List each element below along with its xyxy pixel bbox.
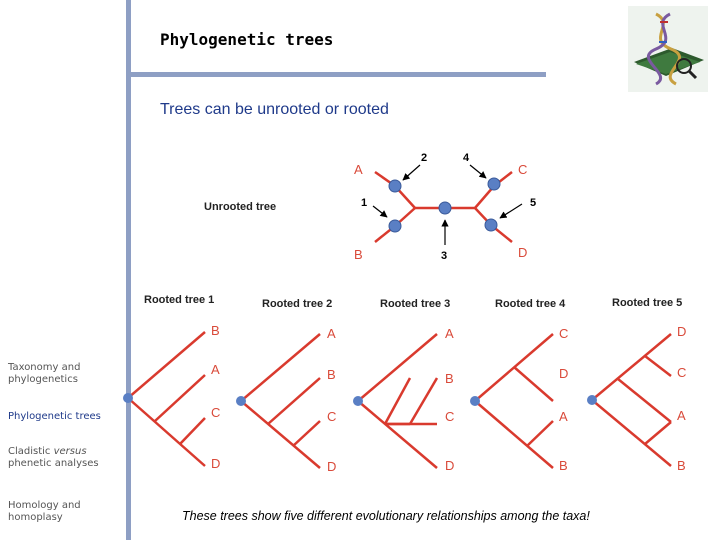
marker-label: 1	[361, 197, 368, 209]
unrooted-taxon-label: B	[354, 247, 363, 262]
sidebar-item-label: phenetic analyses	[8, 458, 99, 469]
taxon-label: C	[677, 365, 687, 380]
rooted-tree-2	[236, 326, 336, 474]
rooted-tree-1	[123, 323, 220, 471]
taxon-label: C	[445, 409, 455, 424]
arrow	[373, 206, 387, 217]
unrooted-node	[439, 202, 451, 214]
rooted-tree-label: Rooted tree 1	[144, 294, 215, 306]
root-node	[236, 396, 246, 406]
rooted-tree-label: Rooted tree 2	[262, 298, 333, 310]
sidebar-item-label: phylogenetics	[8, 374, 78, 385]
unrooted-node	[389, 180, 401, 192]
taxon-label: D	[445, 458, 455, 473]
sidebar-item-label: Cladistic versus	[8, 446, 87, 457]
slide-title: Phylogenetic trees	[160, 30, 334, 49]
sidebar-item-label: Taxonomy and	[8, 362, 81, 373]
taxon-label: B	[559, 458, 568, 473]
root-node	[123, 393, 133, 403]
taxon-label: A	[327, 326, 336, 341]
rooted-tree-3	[353, 326, 454, 473]
rooted-tree-4	[470, 326, 568, 473]
taxon-label: C	[327, 409, 337, 424]
root-node	[587, 395, 597, 405]
unrooted-node	[389, 220, 401, 232]
unrooted-tree-label: Unrooted tree	[204, 201, 277, 213]
marker-label: 4	[463, 152, 470, 164]
taxon-label: B	[677, 458, 686, 473]
taxon-label: C	[211, 405, 221, 420]
taxon-label: A	[559, 409, 568, 424]
taxon-label: B	[327, 367, 336, 382]
slide-subtitle: Trees can be unrooted or rooted	[160, 101, 389, 118]
marker-label: 2	[421, 152, 428, 164]
taxon-label: B	[445, 371, 454, 386]
taxon-label: B	[211, 323, 220, 338]
taxon-label: A	[445, 326, 454, 341]
taxon-label: A	[211, 362, 220, 377]
rooted-tree-label: Rooted tree 4	[495, 298, 566, 310]
root-node	[470, 396, 480, 406]
marker-label: 5	[530, 197, 537, 209]
taxon-label: C	[559, 326, 569, 341]
sidebar-item-label: homoplasy	[8, 512, 63, 523]
unrooted-taxon-label: C	[518, 162, 528, 177]
taxon-label: A	[677, 408, 686, 423]
root-node	[353, 396, 363, 406]
rooted-tree-5	[587, 324, 686, 473]
taxon-label: D	[677, 324, 687, 339]
taxon-label: D	[211, 456, 221, 471]
sidebar-item-label: Homology and	[8, 500, 81, 511]
sidebar-item-label: Phylogenetic trees	[8, 411, 101, 422]
rooted-tree-label: Rooted tree 5	[612, 297, 683, 309]
arrow	[500, 204, 522, 218]
marker-label: 3	[441, 250, 448, 262]
taxon-label: D	[327, 459, 337, 474]
unrooted-taxon-label: D	[518, 245, 528, 260]
rooted-tree-label: Rooted tree 3	[380, 298, 451, 310]
arrow	[470, 165, 486, 178]
taxon-label: D	[559, 366, 569, 381]
unrooted-taxon-label: A	[354, 162, 363, 177]
unrooted-node	[485, 219, 497, 231]
arrow	[403, 165, 420, 180]
slide-caption: These trees show five different evolutionary relationships among the taxa!	[182, 509, 590, 523]
unrooted-node	[488, 178, 500, 190]
